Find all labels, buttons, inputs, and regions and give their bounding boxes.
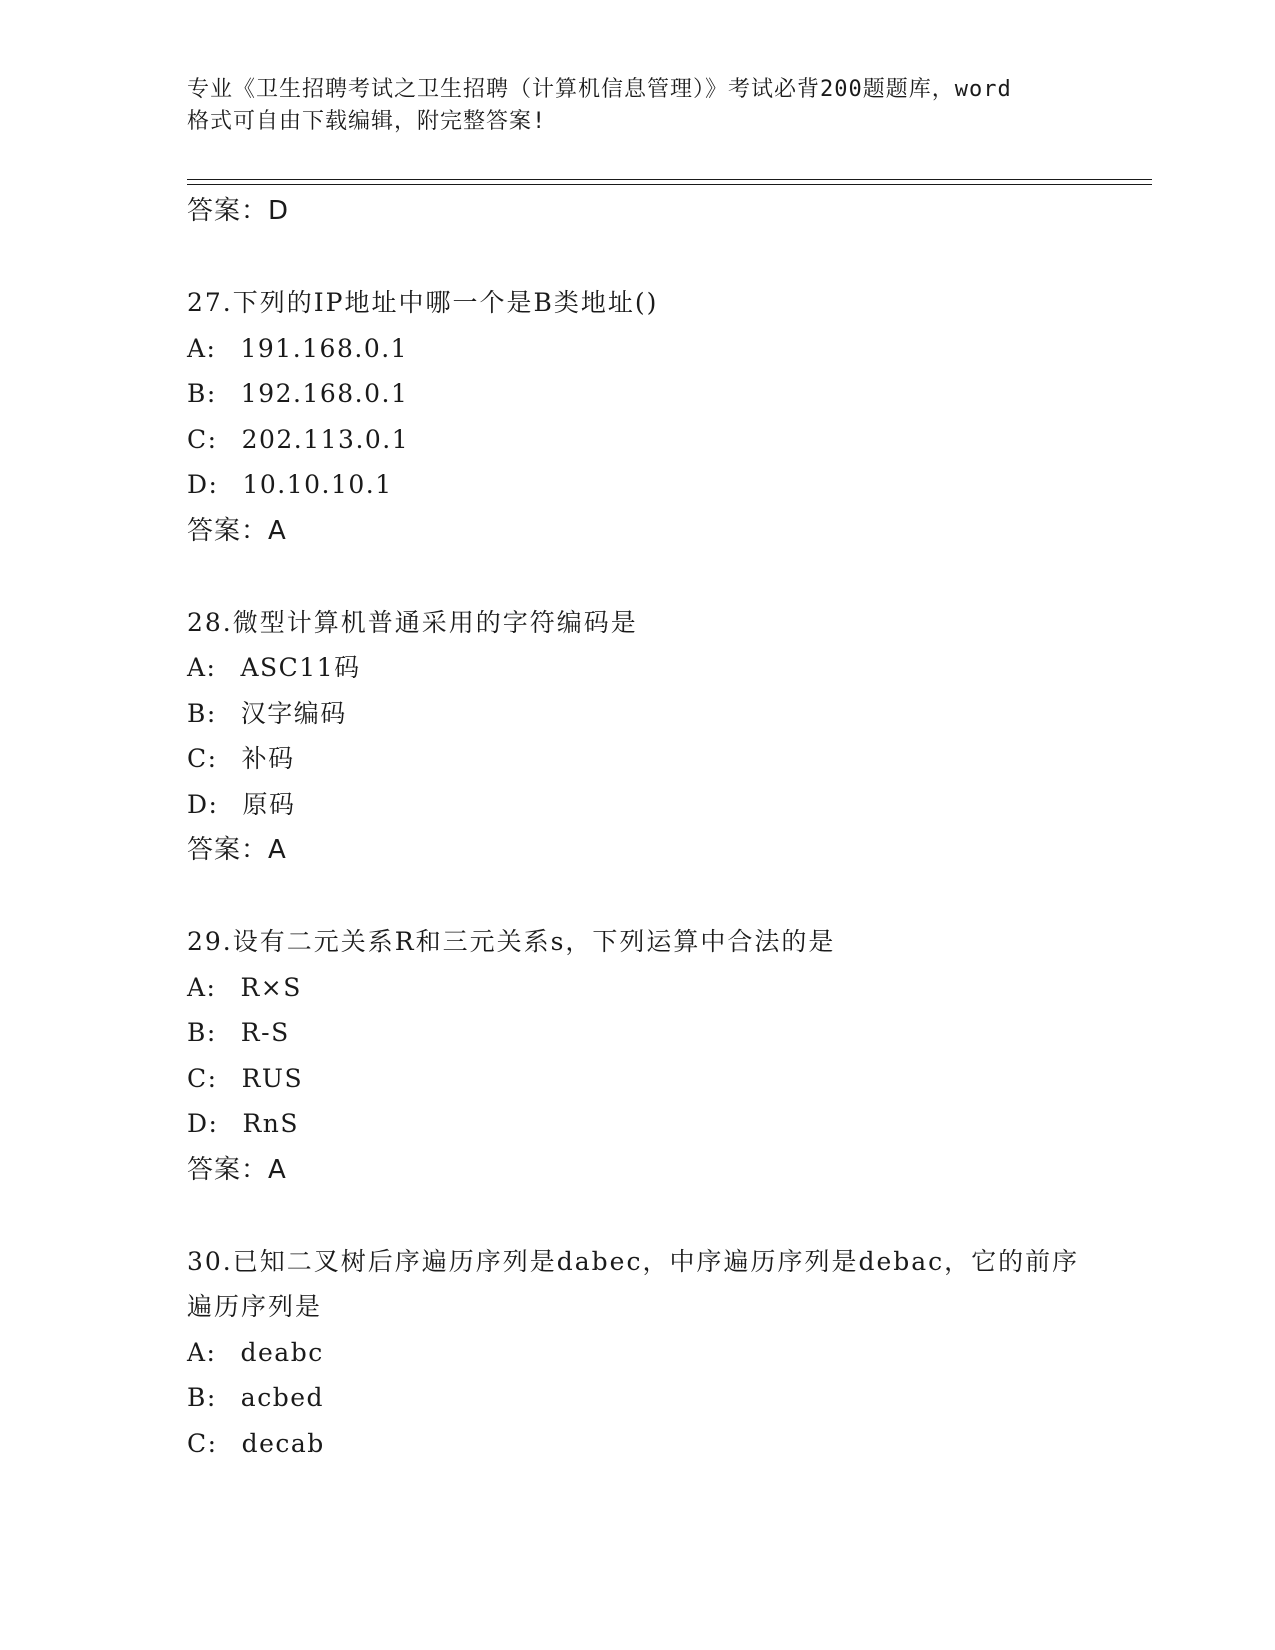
option-letter: A: xyxy=(187,333,217,363)
question-text: 28.微型计算机普通采用的字符编码是 xyxy=(187,607,638,637)
header-line-1: 专业《卫生招聘考试之卫生招聘（计算机信息管理）》考试必背200题题库，word xyxy=(187,77,1012,102)
option-a xyxy=(187,1330,1087,1376)
option-b xyxy=(187,691,1087,737)
option-d xyxy=(187,782,1087,828)
previous-answer: 答案：D xyxy=(187,196,290,226)
spacer xyxy=(187,554,1087,600)
option-letter: C: xyxy=(187,744,218,773)
option-letter: A: xyxy=(187,653,217,682)
option-text: 191.168.0.1 xyxy=(240,333,409,363)
spacer xyxy=(187,1193,1087,1239)
option-text: 192.168.0.1 xyxy=(240,379,409,408)
option-a xyxy=(187,965,1087,1011)
option-text: 202.113.0.1 xyxy=(241,424,410,454)
option-letter: C: xyxy=(187,424,218,454)
option-letter: C: xyxy=(187,1428,218,1458)
option-c xyxy=(187,736,1087,782)
option-letter: A: xyxy=(187,1337,217,1367)
question-block xyxy=(187,280,1087,554)
page-header xyxy=(187,74,1087,138)
question-block xyxy=(187,600,1087,874)
question-block xyxy=(187,919,1087,1193)
option-a xyxy=(187,326,1087,372)
option-letter: B: xyxy=(187,1383,217,1412)
question-text: 30.已知二叉树后序遍历序列是dabec，中序遍历序列是debac，它的前序遍历序列是 xyxy=(187,1246,1080,1321)
option-c xyxy=(187,1056,1087,1102)
answer-line: 答案：A xyxy=(187,835,287,865)
header-line-2: 格式可自由下载编辑，附完整答案! xyxy=(187,109,547,134)
option-text: 原码 xyxy=(242,789,296,819)
option-d xyxy=(187,1101,1087,1147)
option-b xyxy=(187,371,1087,417)
spacer xyxy=(187,873,1087,919)
option-text: R×S xyxy=(240,972,302,1002)
option-d xyxy=(187,462,1087,508)
option-a xyxy=(187,645,1087,691)
spacer xyxy=(187,234,1087,280)
option-text: RUS xyxy=(241,1063,304,1093)
option-letter: B: xyxy=(187,379,217,408)
option-text: 10.10.10.1 xyxy=(242,470,393,499)
question-block xyxy=(187,1239,1087,1467)
option-text: acbed xyxy=(240,1383,325,1412)
option-b xyxy=(187,1375,1087,1421)
question-text: 27.下列的IP地址中哪一个是B类地址() xyxy=(187,288,659,317)
option-letter: B: xyxy=(187,1018,217,1047)
option-letter: D: xyxy=(187,470,219,499)
answer-line: 答案：A xyxy=(187,515,287,546)
header-divider-bottom xyxy=(187,184,1152,185)
option-text: 补码 xyxy=(241,744,295,773)
option-text: deabc xyxy=(240,1337,324,1367)
option-c xyxy=(187,1421,1087,1467)
option-text: 汉字编码 xyxy=(240,698,347,728)
option-letter: D: xyxy=(187,1109,219,1138)
option-text: decab xyxy=(241,1428,325,1458)
question-text: 29.设有二元关系R和三元关系s，下列运算中合法的是 xyxy=(187,927,836,956)
question-list xyxy=(187,188,1087,1466)
option-letter: A: xyxy=(187,972,217,1002)
answer-line: 答案：A xyxy=(187,1154,287,1185)
option-c xyxy=(187,417,1087,463)
option-text: RnS xyxy=(242,1109,300,1138)
header-divider-top xyxy=(187,179,1152,180)
option-text: ASC11码 xyxy=(240,653,361,682)
option-b xyxy=(187,1010,1087,1056)
option-letter: D: xyxy=(187,789,219,819)
option-text: R-S xyxy=(240,1018,290,1047)
option-letter: C: xyxy=(187,1063,218,1093)
option-letter: B: xyxy=(187,698,217,728)
